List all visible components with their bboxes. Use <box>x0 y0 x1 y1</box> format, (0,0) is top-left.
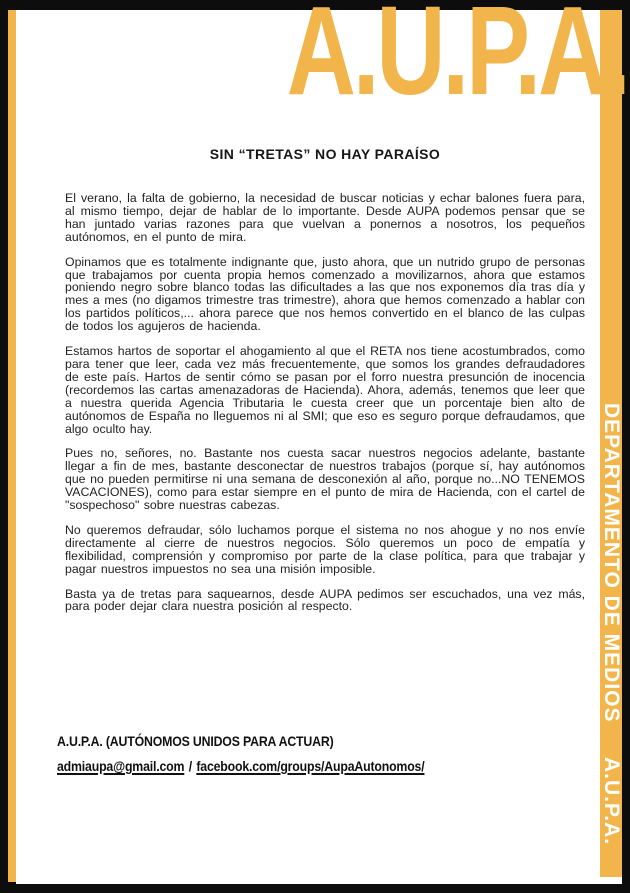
side-banner-brand: A.U.P.A. <box>600 757 623 846</box>
facebook-link[interactable]: facebook.com/groups/AupaAutonomos/ <box>196 758 425 774</box>
footer-org-name: A.U.P.A. (AUTÓNOMOS UNIDOS PARA ACTUAR) <box>57 733 334 749</box>
document-footer <box>57 733 475 774</box>
document-content <box>16 146 622 613</box>
body-paragraph: Estamos hartos de soportar el ahogamiento al que el RETA nos tiene acostumbrados, como para tener que leer, cada vez más frecuentemente, que somos los grandes defraudadores de este país. Hartos de sentir cómo se pasan por el forro nuestra presunción de inocencia (recordemos las cartas amenazadoras de Hacienda). Ahora, además, tenemos que leer que a nuestra querida Agencia Tributaria le cuesta creer que un porcentaje bien alto de autónomos de España no lleguemos ni al SMI; que eso es seguro porque defraudamos, que algo oculto hay. <box>65 344 585 436</box>
body-paragraph: No queremos defraudar, sólo luchamos porque el sistema no nos ahogue y no nos envíe directamente al cierre de nuestros negocios. Sólo queremos un poco de empatía y flexibilidad, comprensión y compromiso por parte de la clase política, para que trabajar y pagar nuestros impuestos no sea una misión imposible. <box>65 522 585 576</box>
body-paragraph: Opinamos que es totalmente indignante que, justo ahora, que un nutrido grupo de personas que trabajamos por cuenta propia hemos comenzado a movilizarnos, ahora que estamos poniendo negro sobre blanco todas las dificultades a las que nos exponemos día tras día y mes a mes (no digamos trimestre tras trimestre), ahora que hemos comenzado a hablar con los partidos políticos,... ahora parece que nos hemos convertido en el blanco de las culpas de todos los agujeros de hacienda. <box>65 254 585 334</box>
body-paragraph: Pues no, señores, no. Bastante nos cuesta sacar nuestros negocios adelante, bastante llegar a fin de mes, bastante desconectar de nuestros trabajos (porque sí, hay autónomos que no pueden permitirse ni una semana de desconexión al año, porque no...NO TENEMOS VACACIONES), como para estar siempre en el punto de mira de Hacienda, con el cartel de "sospechoso" sobre nuestras cabezas. <box>65 446 585 513</box>
email-link[interactable]: admiaupa@gmail.com <box>57 758 185 774</box>
body-paragraph: El verano, la falta de gobierno, la necesidad de buscar noticias y echar balones fuera para, al mismo tiempo, dejar de hablar de lo importante. Desde AUPA podemos pensar que se han juntado varias razones para que vuelvan a ponernos a nosotros, los pequeños autónomos, en el punto de mira. <box>65 191 585 244</box>
body-paragraph: Basta ya de tretas para saquearnos, desde AUPA pedimos ser escuchados, una vez más, para poder dejar clara nuestra posición al respecto. <box>65 586 585 614</box>
brand-logo: A.U.P.A. <box>286 0 628 121</box>
footer-contact-line <box>57 758 424 774</box>
side-banner-department: DEPARTAMENTO DE MEDIOS <box>600 403 623 723</box>
left-accent-strip <box>8 10 16 882</box>
side-banner <box>600 10 622 877</box>
document-title: SIN “TRETAS” NO HAY PARAÍSO <box>209 146 441 162</box>
document-body <box>65 192 585 613</box>
document-page <box>16 10 622 884</box>
footer-separator: / <box>188 758 192 774</box>
side-banner-text <box>600 10 622 877</box>
